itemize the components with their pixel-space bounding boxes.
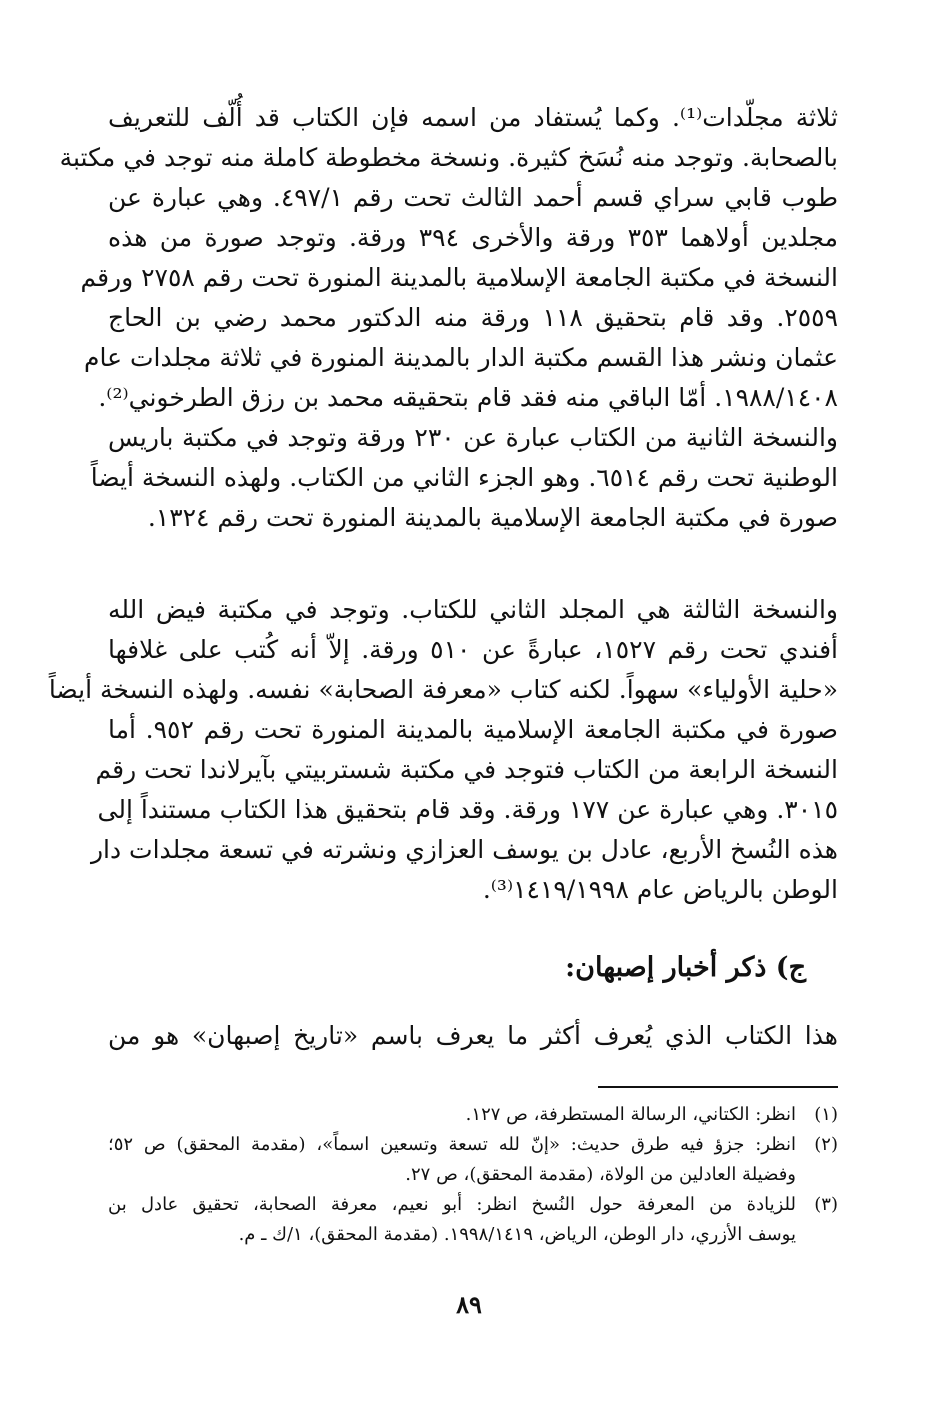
footnote-3 [108, 1190, 838, 1250]
footnote-divider [598, 1086, 838, 1088]
text-line: ٢٥٥٩. وقد قام بتحقيق ١١٨ ورقة منه الدكتور محمد رضي بن الحاج [108, 303, 838, 332]
footnote-line: وفضيلة العادلين من الولاة، (مقدمة المحقق)، ص ٢٧. [405, 1164, 796, 1185]
text-line: ٣٠١٥. وهي عبارة عن ١٧٧ ورقة. وقد قام بتحقيق هذا الكتاب مستنداً إلى [97, 795, 838, 824]
paragraph-isfahan-history [108, 1016, 838, 1056]
footnote-line: انظر: الكتاني، الرسالة المستطرفة، ص ١٢٧. [465, 1104, 796, 1125]
footnote-number: (٣) [814, 1194, 838, 1215]
section-heading: ج) ذكر أخبار إصبهان: [565, 952, 806, 983]
text-line: والنسخة الثالثة هي المجلد الثاني للكتاب. وتوجد في مكتبة فيض الله [108, 595, 838, 624]
text-line: «حلية الأولياء» سهواً. لكنه كتاب «معرفة الصحابة» نفسه. ولهذه النسخة أيضاً [48, 675, 838, 704]
text-line: الوطن بالرياض عام ١٤١٩/١٩٩٨⁽³⁾. [482, 875, 838, 904]
footnote-text [108, 1100, 796, 1130]
text-line: ١٩٨٨/١٤٠٨. أمّا الباقي منه فقد قام بتحقيقه محمد بن رزق الطرخوني⁽²⁾. [98, 383, 838, 412]
text-line: والنسخة الثانية من الكتاب عبارة عن ٢٣٠ ورقة وتوجد في مكتبة باريس [108, 423, 838, 452]
text-line: النسخة الرابعة من الكتاب فتوجد في مكتبة شستربيتي بآيرلاندا تحت رقم [95, 755, 838, 784]
footnote-text [108, 1130, 796, 1190]
text-line: عثمان ونشر هذا القسم مكتبة الدار بالمدينة المنورة في ثلاثة مجلدات عام [84, 343, 838, 372]
footnote-2 [108, 1130, 838, 1190]
page-number: ٨٩ [456, 1290, 482, 1319]
text-line: بالصحابة. وتوجد منه نُسَخ كثيرة. ونسخة مخطوطة كاملة منه توجد في مكتبة [59, 143, 838, 172]
text-line: هذه النُسخ الأربع، عادل بن يوسف العزازي ونشرته في تسعة مجلدات دار [90, 835, 838, 864]
text-line: صورة في مكتبة الجامعة الإسلامية بالمدينة المنورة تحت رقم ٩٥٢. أما [108, 715, 839, 744]
text-line: النسخة في مكتبة الجامعة الإسلامية بالمدينة المنورة تحت رقم ٢٧٥٨ ورقم [80, 263, 838, 292]
text-line: طوب قابي سراي قسم أحمد الثالث تحت رقم ٤٩٧/١. وهي عبارة عن [108, 183, 838, 212]
text-line: صورة في مكتبة الجامعة الإسلامية بالمدينة المنورة تحت رقم ١٣٢٤. [147, 503, 838, 532]
footnote-line: انظر: جزؤ فيه طرق حديث: «إنّ لله تسعة وتسعين اسماً»، (مقدمة المحقق) ص ٥٢؛ [108, 1134, 796, 1155]
text-line: هذا الكتاب الذي يُعرف أكثر ما يعرف باسم «تاريخ إصبهان» هو من [108, 1021, 838, 1050]
paragraph-manuscripts [59, 98, 839, 538]
text-line: ثلاثة مجلّدات⁽¹⁾. وكما يُستفاد من اسمه فإن الكتاب قد أُلّف للتعريف [108, 103, 838, 132]
footnotes [108, 1100, 838, 1250]
footnote-line: للزيادة من المعرفة حول النُسخ انظر: أبو نعيم، معرفة الصحابة، تحقيق عادل بن [108, 1194, 796, 1215]
text-line: مجلدين أولاهما ٣٥٣ ورقة والأخرى ٣٩٤ ورقة. وتوجد صورة من هذه [108, 223, 839, 252]
footnote-number: (٢) [814, 1134, 838, 1155]
footnote-line: يوسف الأزري، دار الوطن، الرياض، ١٩٩٨/١٤١٩. (مقدمة المحقق)، ١/ك ـ م. [238, 1224, 796, 1245]
text-line: الوطنية تحت رقم ٦٥١٤. وهو الجزء الثاني من الكتاب. ولهذه النسخة أيضاً [90, 463, 838, 492]
footnote-text [108, 1190, 796, 1250]
text-line: أفندي تحت رقم ١٥٢٧، عبارةً عن ٥١٠ ورقة. إلاّ أنه كُتب على غلافها [108, 635, 839, 664]
footnote-1 [108, 1100, 838, 1130]
footnote-number: (١) [814, 1104, 838, 1125]
paragraph-third-fourth-copies [48, 590, 839, 910]
